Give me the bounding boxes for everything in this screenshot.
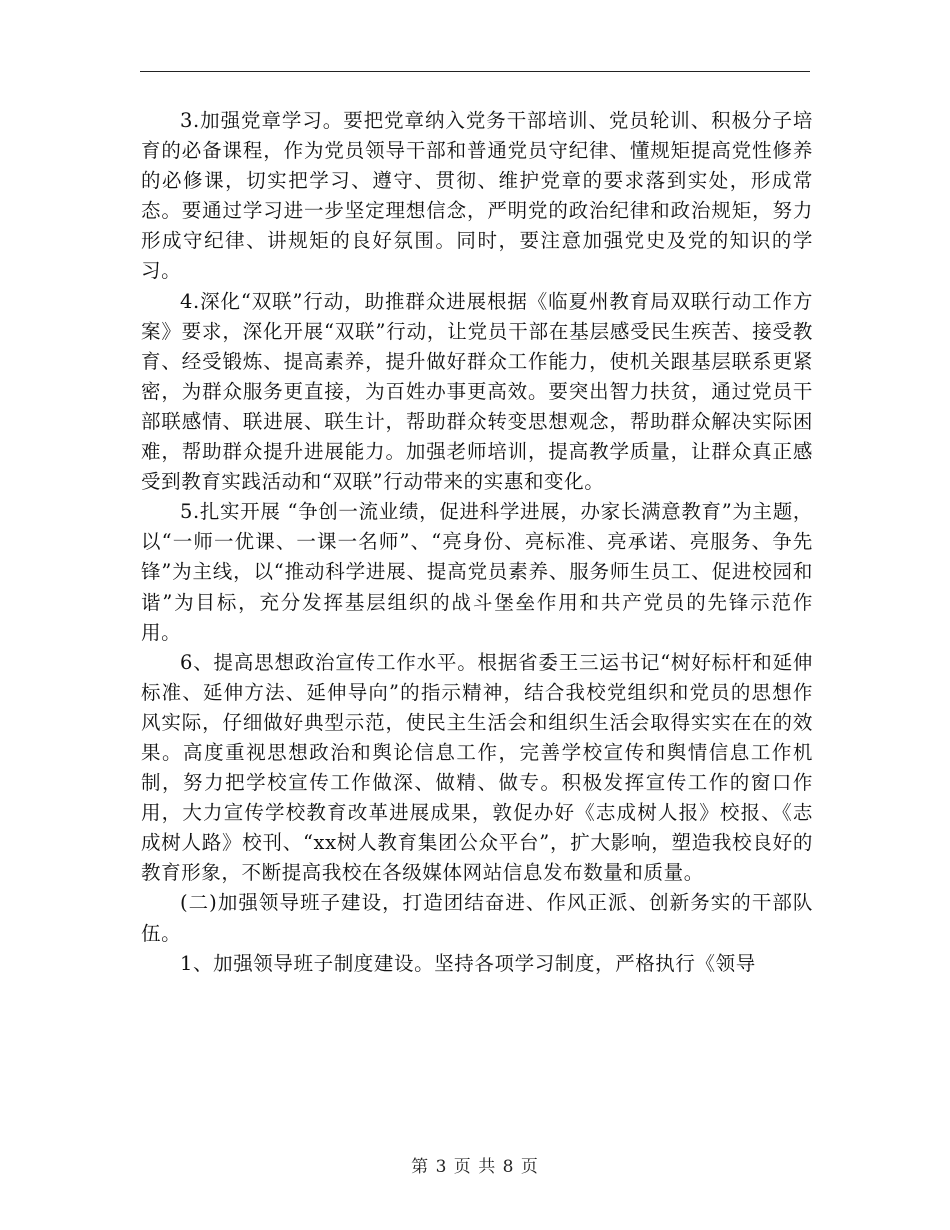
footer-current-page: 3	[435, 1157, 448, 1177]
paragraph-propaganda-work: 6、提高思想政治宣传工作水平。根据省委王三运书记“树好标杆和延伸标准、延伸方法、延伸导向”的指示精神，结合我校党组织和党员的思想作风实际，仔细做好典型示范，使民主生活会和组织生活会取得实实在在的效果。高度重视思想政治和舆论信息工作，完善学校宣传和舆情信息工作机制，努力把学校宣传工作做深、做精、做专。积极发挥宣传工作的窗口作用，大力宣传学校教育改革进展成果，敦促办好《志成树人报》校报、《志成树人路》校刊、“xx树人教育集团公众平台”，扩大影响，塑造我校良好的教育形象，不断提高我校在各级媒体网站信息发布数量和质量。	[141, 650, 813, 885]
footer-prefix: 第	[411, 1157, 430, 1177]
paragraph-theme-activity: 5.扎实开展 “争创一流业绩，促进科学进展，办家长满意教育”为主题，以“一师一优课、一课一名师”、“亮身份、亮标准、亮承诺、亮服务、争先锋”为主线，以“推动科学进展、提高党员素养、服务师生员工、促进校园和谐”为目标，充分发挥基层组织的战斗堡垒作用和共产党员的先锋示范作用。	[141, 500, 813, 644]
paragraph-leadership-system: 1、加强领导班子制度建设。坚持各项学习制度，严格执行《领导	[180, 951, 756, 975]
footer-middle: 页 共	[453, 1157, 497, 1177]
document-body	[141, 106, 813, 979]
paragraph-study-charter: 3.加强党章学习。要把党章纳入党务干部培训、党员轮训、积极分子培育的必备课程，作为党员领导干部和普通党员守纪律、懂规矩提高党性修养的必修课，切实把学习、遵守、贯彻、维护党章的要求落到实处，形成常态。要通过学习进一步坚定理想信念，严明党的政治纪律和政治规矩，努力形成守纪律、讲规矩的良好氛围。同时，要注意加强党史及党的知识的学习。	[141, 109, 813, 283]
header-rule	[140, 71, 810, 72]
page-footer	[0, 1152, 950, 1177]
footer-total-pages: 8	[502, 1157, 515, 1177]
footer-suffix: 页	[520, 1157, 539, 1177]
paragraph-shuanglian-action: 4.深化“双联”行动，助推群众进展根据《临夏州教育局双联行动工作方案》要求，深化开展“双联”行动，让党员干部在基层感受民生疾苦、接受教育、经受锻炼、提高素养，提升做好群众工作能力，使机关跟基层联系更紧密，为群众服务更直接，为百姓办事更高效。要突出智力扶贫，通过党员干部联感情、联进展、联生计，帮助群众转变思想观念，帮助群众解决实际困难，帮助群众提升进展能力。加强老师培训，提高教学质量，让群众真正感受到教育实践活动和“双联”行动带来的实惠和变化。	[141, 289, 813, 494]
paragraph-leadership-heading: (二)加强领导班子建设，打造团结奋进、作风正派、创新务实的干部队伍。	[141, 891, 813, 945]
